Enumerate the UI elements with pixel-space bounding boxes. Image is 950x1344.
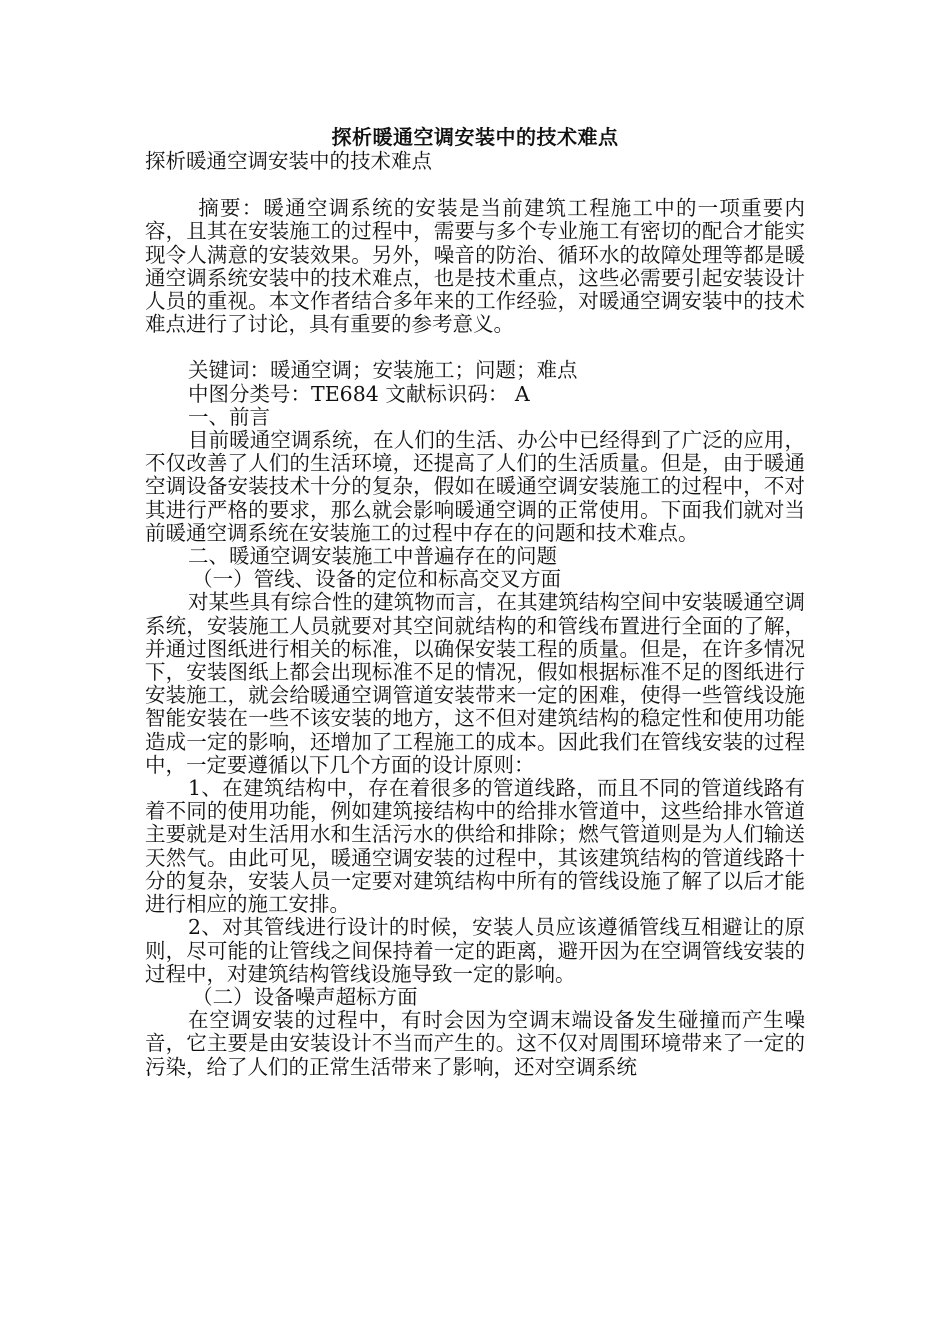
subsection-heading-pipelines: （一）管线、设备的定位和标高交叉方面 [192,567,562,592]
pipelines-paragraph-1: 对某些具有综合性的建筑物而言，在其建筑结构空间中安装暖通空调系统，安装施工人员就要对其空间就结构的和管线布置进行全面的了解，并通过图纸进行相关的标准，以确保安装工程的质量。但是，在许多情况下，安装图纸上都会出现标准不足的情况，假如根据标准不足的图纸进行安装施工，就会给暖通空调管道安装带来一定的困难，使得一些管线设施智能安装在一些不该安装的地方，这不但对建筑结构的稳定性和使用功能造成一定的影响，还增加了工程施工的成本。因此我们在管线安装的过程中，一定要遵循以下几个方面的设计原则： [145,590,805,777]
section-heading-problems: 二、暖通空调安装施工中普遍存在的问题 [188,544,558,569]
intro-paragraph: 目前暖通空调系统，在人们的生活、办公中已经得到了广泛的应用，不仅改善了人们的生活环境，还提高了人们的生活质量。但是，由于暖通空调设备安装技术十分的复杂，假如在暖通空调安装施工的过程中，不对其进行严格的要求，那么就会影响暖通空调的正常使用。下面我们就对当前暖通空调系统在安装施工的过程中存在的问题和技术难点。 [145,428,805,545]
section-heading-intro: 一、前言 [188,404,271,429]
keywords-line: 关键词：暖通空调；安装施工；问题；难点 [188,358,578,383]
pipelines-paragraph-3: 2、对其管线进行设计的时候，安装人员应该遵循管线互相避让的原则，尽可能的让管线之间保持着一定的距离，避开因为在空调管线安装的过程中，对建筑结构管线设施导致一定的影响。 [145,915,805,986]
document-subtitle: 探析暖通空调安装中的技术难点 [145,149,432,173]
document-body [145,150,805,1079]
classification-line: 中图分类号：TE684 文献标识码： A [188,381,530,406]
abstract-paragraph: 摘要：暖通空调系统的安装是当前建筑工程施工中的一项重要内容，且其在安装施工的过程中，需要与多个专业施工有密切的配合才能实现令人满意的安装效果。另外，噪音的防治、循环水的故障处理等都是暖通空调系统安装中的技术难点，也是技术重点，这些必需要引起安装设计人员的重视。本文作者结合多年来的工作经验，对暖通空调安装中的技术难点进行了讨论，具有重要的参考意义。 [145,196,805,337]
noise-paragraph-1: 在空调安装的过程中，有时会因为空调末端设备发生碰撞而产生噪音，它主要是由安装设计不当而产生的。这不仅对周围环境带来了一定的污染，给了人们的正常生活带来了影响，还对空调系统 [145,1008,805,1079]
document-title: 探析暖通空调安装中的技术难点 [331,125,619,149]
paragraph-spacer [145,336,805,359]
subsection-heading-noise: （二）设备噪声超标方面 [192,984,418,1009]
pipelines-paragraph-2: 1、在建筑结构中，存在着很多的管道线路，而且不同的管道线路有着不同的使用功能，例如建筑接结构中的给排水管道中，这些给排水管道主要就是对生活用水和生活污水的供给和排除；燃气管道则是为人们输送天然气。由此可见，暖通空调安装的过程中，其该建筑结构的管道线路十分的复杂，安装人员一定要对建筑结构中所有的管线设施了解了以后才能进行相应的施工安排。 [145,776,805,917]
